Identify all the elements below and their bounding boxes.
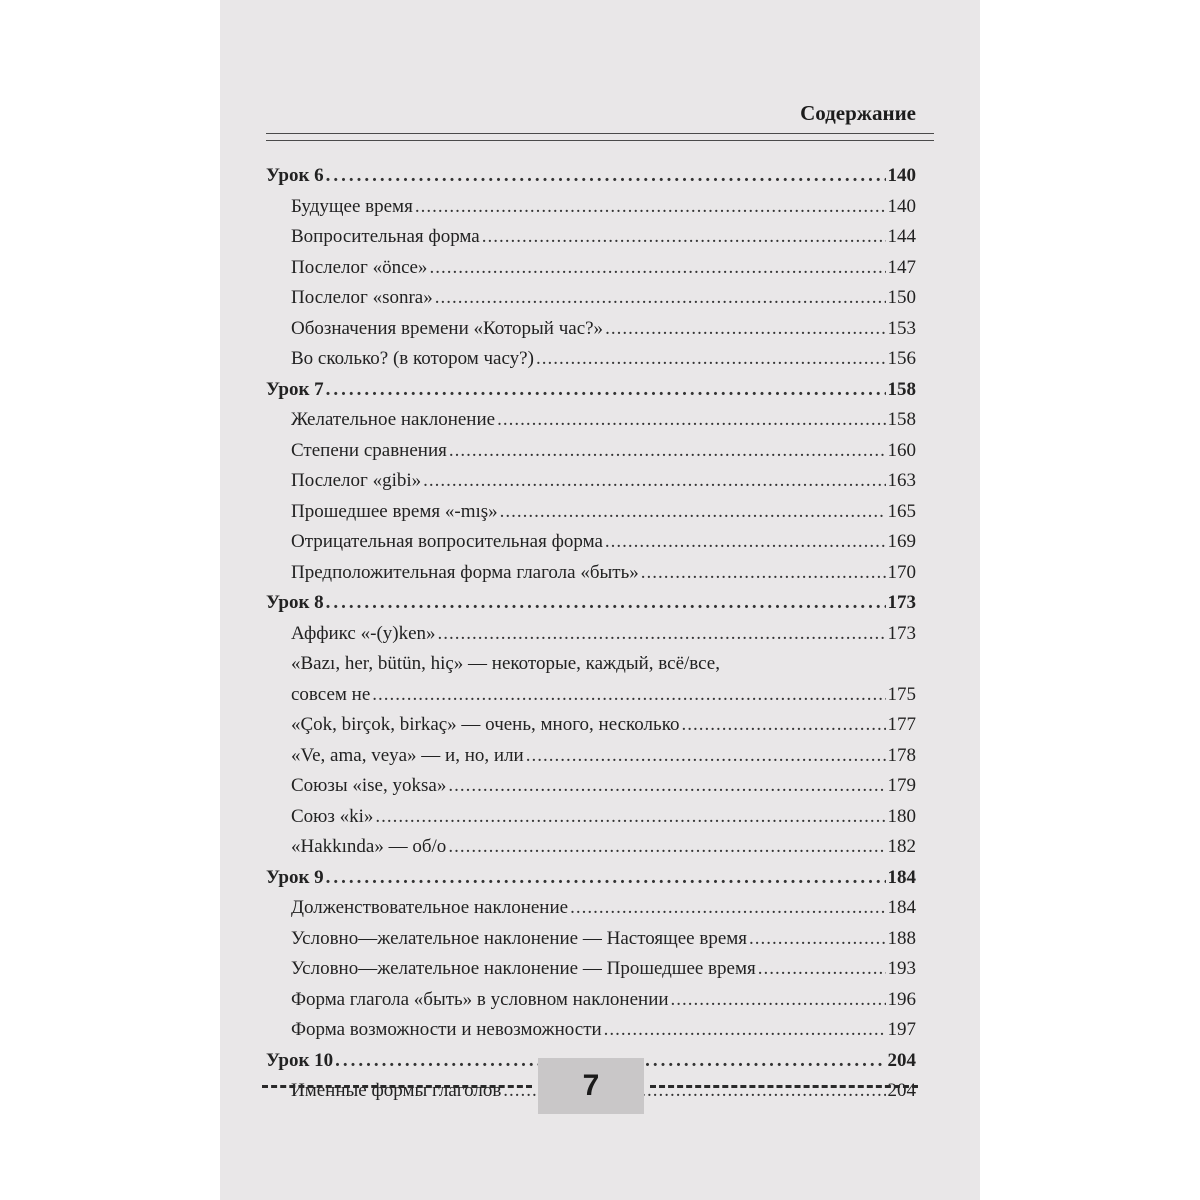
toc-page-number: 156 (887, 348, 916, 369)
dot-leader (536, 348, 886, 370)
toc-page-number: 163 (887, 470, 916, 491)
toc-entry (266, 775, 916, 806)
dot-leader (438, 623, 886, 645)
toc-entry-title: Предположительная форма глагола «быть» (291, 561, 639, 583)
footer-dashed-rule-right (650, 1085, 918, 1088)
dot-leader (570, 897, 885, 919)
toc-page-number: 173 (887, 622, 916, 644)
toc-entry-title: Послелог «sonra» (291, 287, 433, 308)
toc-entry (266, 714, 916, 745)
toc-lesson-entry (266, 379, 916, 410)
toc-entry (266, 562, 916, 593)
dot-leader (326, 592, 886, 614)
toc-entry-title: Урок 10 (266, 1049, 334, 1071)
dot-leader (681, 714, 885, 736)
dot-leader (449, 440, 886, 462)
dot-leader (497, 409, 885, 431)
book-page (220, 0, 980, 1200)
dot-leader (326, 867, 886, 889)
toc-entry (266, 653, 916, 684)
toc-entry-title: Прошедшее время «-mış» (291, 500, 498, 522)
toc-page-number: 158 (887, 378, 916, 400)
toc-page-number: 188 (887, 927, 916, 949)
toc-page-number: 177 (887, 714, 916, 735)
dot-leader (435, 287, 886, 309)
toc-entry-title: Условно—желательное наклонение — Прошедшее время (291, 958, 756, 979)
toc-entry-title: Вопросительная форма (291, 226, 480, 247)
toc-entry (266, 501, 916, 532)
dot-leader (500, 501, 886, 523)
dot-leader (429, 257, 885, 279)
toc-entry (266, 409, 916, 440)
toc-page-number: 184 (887, 897, 916, 918)
toc-entry-title: «Hakkında» — об/о (291, 836, 447, 857)
toc-page-number: 182 (887, 836, 916, 857)
dot-leader (671, 989, 886, 1011)
toc-entry (266, 318, 916, 349)
dot-leader (605, 318, 885, 340)
toc-entry-title: Союз «ki» (291, 805, 374, 827)
table-of-contents (266, 165, 916, 1111)
dot-leader (526, 745, 886, 767)
toc-entry-title: Урок 8 (266, 592, 324, 613)
dot-leader (448, 775, 885, 797)
toc-entry-title: «Bazı, her, bütün, hiç» — некоторые, каждый, всё/все, (291, 653, 720, 674)
toc-page-number: 184 (887, 866, 916, 888)
dot-leader (326, 165, 886, 187)
dot-leader (448, 836, 885, 858)
running-header-title: Содержание (800, 101, 916, 125)
page-number-box (538, 1058, 644, 1114)
dot-leader (641, 562, 886, 584)
toc-page-number: 204 (887, 1049, 916, 1071)
toc-page-number: 147 (887, 256, 916, 278)
dot-leader (375, 806, 885, 828)
toc-entry-title: Долженствовательное наклонение (291, 897, 569, 918)
page-number: 7 (582, 1069, 600, 1102)
toc-entry-title: Форма глагола «быть» в условном наклонении (291, 988, 669, 1010)
toc-entry-title: Условно—желательное наклонение — Настоящее время (291, 927, 748, 949)
toc-page-number: 160 (887, 439, 916, 461)
footer-dashed-rule-left (262, 1085, 532, 1088)
toc-entry (266, 806, 916, 837)
toc-page-number: 179 (887, 775, 916, 796)
toc-entry-title: Урок 7 (266, 378, 324, 400)
toc-page-number: 197 (887, 1019, 916, 1040)
toc-lesson-entry (266, 867, 916, 898)
dot-leader (604, 1019, 886, 1041)
toc-entry-title: Именные формы глаголов (291, 1080, 502, 1101)
toc-entry-title: Степени сравнения (291, 439, 447, 461)
toc-entry-title: Форма возможности и невозможности (291, 1019, 602, 1040)
toc-entry (266, 196, 916, 227)
toc-entry (266, 897, 916, 928)
toc-entry (266, 958, 916, 989)
toc-entry (266, 1019, 916, 1050)
toc-entry (266, 287, 916, 318)
toc-entry-title: Во сколько? (в котором часу?) (291, 348, 534, 369)
toc-entry-title: Урок 9 (266, 866, 324, 888)
dot-leader (326, 379, 886, 401)
toc-page-number: 140 (887, 195, 916, 217)
toc-entry (266, 623, 916, 654)
toc-page-number: 150 (887, 287, 916, 308)
toc-entry-title: совсем не (291, 683, 371, 705)
toc-entry (266, 928, 916, 959)
toc-entry-title: Урок 6 (266, 165, 324, 186)
toc-entry (266, 470, 916, 501)
toc-page-number: 158 (887, 409, 916, 430)
toc-entry (266, 348, 916, 379)
dot-leader (758, 958, 886, 980)
dot-leader (372, 684, 885, 706)
toc-page-number: 153 (887, 317, 916, 339)
toc-page-number: 144 (887, 226, 916, 247)
toc-page-number: 196 (887, 988, 916, 1010)
toc-page-number: 193 (887, 958, 916, 979)
toc-entry (266, 989, 916, 1020)
toc-entry-title: «Ve, ama, veya» — и, но, или (291, 744, 524, 766)
dot-leader (482, 226, 886, 248)
toc-page-number: 170 (887, 561, 916, 583)
dot-leader (423, 470, 885, 492)
toc-entry-title: «Çok, birçok, birkaç» — очень, много, несколько (291, 714, 680, 735)
toc-entry-title: Будущее время (291, 195, 413, 217)
header-double-rule (266, 133, 934, 141)
toc-page-number: 178 (887, 744, 916, 766)
toc-entry-title: Союзы «ise, yoksa» (291, 775, 447, 796)
toc-lesson-entry (266, 165, 916, 196)
toc-entry (266, 684, 916, 715)
toc-entry-title: Отрицательная вопросительная форма (291, 531, 603, 552)
toc-entry (266, 257, 916, 288)
toc-entry-title: Послелог «önce» (291, 256, 428, 278)
toc-entry (266, 836, 916, 867)
toc-page-number: 180 (887, 805, 916, 827)
toc-entry-title: Послелог «gibi» (291, 470, 422, 491)
toc-page-number: 165 (887, 500, 916, 522)
toc-entry-title: Аффикс «-(y)ken» (291, 622, 436, 644)
toc-entry-title: Желательное наклонение (291, 409, 496, 430)
toc-entry (266, 531, 916, 562)
toc-lesson-entry (266, 592, 916, 623)
dot-leader (605, 531, 886, 553)
toc-entry-title: Обозначения времени «Который час?» (291, 317, 604, 339)
toc-page-number: 169 (887, 531, 916, 552)
toc-page-number: 204 (887, 1080, 916, 1101)
dot-leader (749, 928, 885, 950)
toc-page-number: 175 (887, 683, 916, 705)
toc-entry (266, 226, 916, 257)
toc-page-number: 173 (887, 592, 916, 613)
toc-entry (266, 440, 916, 471)
toc-page-number: 140 (887, 165, 916, 186)
dot-leader (415, 196, 886, 218)
toc-entry (266, 745, 916, 776)
